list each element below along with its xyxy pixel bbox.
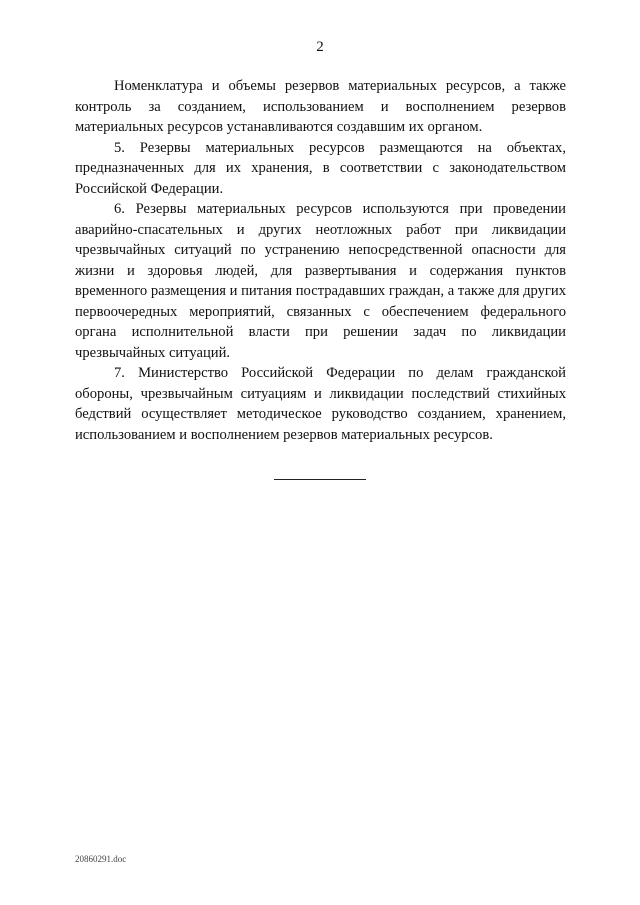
document-body [75,76,566,445]
paragraph-item-5: 5. Резервы материальных ресурсов размещаются на объектах, предназначенных для их хранения, в соответствии с законодательством Российской Федерации. [75,139,566,197]
paragraph-item-6: 6. Резервы материальных ресурсов используются при проведении аварийно-спасательных и других неотложных работ при ликвидации чрезвычайных ситуаций по устранению непосредственной опасности для жизни и здоровья людей, для развертывания и содержания пунктов временного размещения и питания пострадавших граждан, а также для других первоочередных мероприятий, связанных с обеспечением федерального органа исполнительной власти при решении задач по ликвидации чрезвычайных ситуаций. [75,201,566,361]
end-divider-line [274,479,366,480]
page-number: 2 [316,39,324,55]
paragraph-nomenclature: Номенклатура и объемы резервов материальных ресурсов, а также контроль за созданием, использованием и восполнением резервов материальных ресурсов устанавливаются создавшим их органом. [75,78,566,135]
paragraph-item-7: 7. Министерство Российской Федерации по делам гражданской обороны, чрезвычайным ситуациям и ликвидации последствий стихийных бедствий осуществляет методическое руководство созданием, хранением, использованием и восполнением резервов материальных ресурсов. [75,365,566,443]
footer-document-code: 20860291.doc [75,854,127,864]
